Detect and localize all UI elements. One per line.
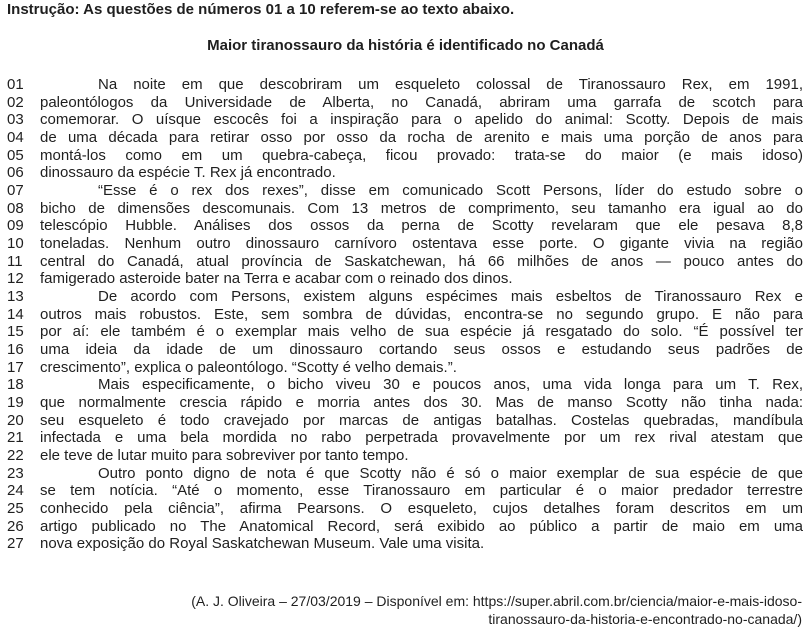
source-citation	[191, 592, 802, 628]
text-line: artigo publicado no The Anatomical Record, será exibido ao público a partir de maio em uma	[40, 517, 803, 535]
text-line: uma ideia da idade de um dinossauro cortando seus ossos e estudando seus padrões de	[40, 341, 803, 359]
line-number: 17	[7, 358, 24, 376]
text-line: nova exposição do Royal Saskatchewan Museum. Vale uma visita.	[40, 535, 485, 553]
text-line: “Esse é o rex dos rexes”, disse em comunicado Scott Persons, líder do estudo sobre o	[98, 182, 803, 200]
line-number: 06	[7, 164, 24, 182]
line-number: 15	[7, 323, 24, 341]
line-number: 07	[7, 182, 24, 200]
text-line: Outro ponto digno de nota é que Scotty não é só o maior exemplar de sua espécie de que	[98, 464, 803, 482]
text-line: famigerado asteroide bater na Terra e acabar com o reinado dos dinos.	[40, 270, 513, 288]
line-number: 26	[7, 517, 24, 535]
line-number: 21	[7, 429, 24, 447]
text-line: outros mais robustos. Este, sem sombra de dúvidas, encontra-se no segundo grupo. E não para	[40, 305, 803, 323]
line-number: 13	[7, 288, 24, 306]
text-line: se tem notícia. “Até o momento, esse Tiranossauro em particular é o maior predador terrestre	[40, 482, 803, 500]
text-line: telescópio Hubble. Análises dos ossos da perna de Scotty revelaram que ele pesava 8,8	[40, 217, 803, 235]
line-number: 11	[7, 252, 23, 270]
line-number: 05	[7, 146, 24, 164]
text-line: infectada e uma bela mordida no rabo perpetrada provavelmente por um rex rival atestam que	[40, 429, 803, 447]
text-line: conhecido pela ciência”, afirma Pearsons. O esqueleto, cujos detalhes foram descritos em um	[40, 500, 803, 518]
line-number: 23	[7, 464, 24, 482]
line-number: 27	[7, 535, 24, 553]
line-number: 12	[7, 270, 24, 288]
line-number: 20	[7, 411, 24, 429]
source-citation-line-1: (A. J. Oliveira – 27/03/2019 – Disponível em: https://super.abril.com.br/ciencia/maior-e-mais-idoso-	[191, 593, 802, 609]
text-line: central do Canadá, atual província de Saskatchewan, há 66 milhões de anos — pouco antes do	[40, 252, 803, 270]
line-number: 01	[7, 76, 24, 93]
instruction-text: Instrução: As questões de números 01 a 10 referem-se ao texto abaixo.	[7, 1, 515, 18]
line-number: 10	[7, 235, 24, 253]
line-number: 16	[7, 341, 24, 359]
line-number: 18	[7, 376, 24, 394]
article-title: Maior tiranossauro da história é identificado no Canadá	[207, 37, 604, 54]
text-line: dinossauro da espécie T. Rex já encontrado.	[40, 164, 336, 182]
text-line: crescimento”, explica o paleontólogo. “Scotty é velho demais.”.	[40, 358, 457, 376]
article-body	[40, 76, 803, 553]
text-line: comemorar. O uísque escocês foi a inspiração para o apelido do animal: Scotty. Depois de mais	[40, 111, 803, 129]
text-line: ele teve de lutar muito para sobreviver por tanto tempo.	[40, 447, 409, 465]
line-number: 24	[7, 482, 24, 500]
text-line: De acordo com Persons, existem alguns espécimes mais esbeltos de Tiranossauro Rex e	[98, 288, 803, 306]
line-number: 25	[7, 500, 24, 518]
text-line: toneladas. Nenhum outro dinossauro carnívoro ostentava esse porte. O gigante vivia na região	[40, 235, 803, 253]
text-line: de uma década para retirar osso por osso da rocha de arenito e mais uma porção de anos para	[40, 129, 803, 147]
line-number: 22	[7, 447, 24, 465]
source-citation-line-2: tiranossauro-da-historia-e-encontrado-no-canada/)	[488, 611, 802, 627]
text-line: Na noite em que descobriram um esqueleto colossal de Tiranossauro Rex, em 1991,	[98, 76, 803, 93]
line-number: 09	[7, 217, 24, 235]
line-number: 02	[7, 93, 24, 111]
text-line: Mais especificamente, o bicho viveu 30 e poucos anos, uma vida longa para um T. Rex,	[98, 376, 803, 394]
line-number: 19	[7, 394, 24, 412]
text-line: bicho de dimensões descomunais. Com 13 metros de comprimento, seu tamanho era igual ao do	[40, 199, 803, 217]
line-number: 08	[7, 199, 24, 217]
text-line: paleontólogos da Universidade de Alberta, no Canadá, abriram uma garrafa de scotch para	[40, 93, 803, 111]
text-line: montá-los como em um quebra-cabeça, ficou provado: trata-se do maior (e mais idoso)	[40, 146, 803, 164]
line-number-column	[7, 76, 31, 553]
line-number: 03	[7, 111, 24, 129]
text-line: que normalmente crescia rápido e morria antes dos 30. Mas de manso Scotty não tinha nada:	[40, 394, 803, 412]
line-number: 14	[7, 305, 24, 323]
text-line: por aí: ele também é o exemplar mais velho de sua espécie já resgatado do solo. “É possível ter	[40, 323, 803, 341]
text-line: seu esqueleto é todo cravejado por marcas de antigas batalhas. Costelas quebradas, mandíbula	[40, 411, 803, 429]
line-number: 04	[7, 129, 24, 147]
